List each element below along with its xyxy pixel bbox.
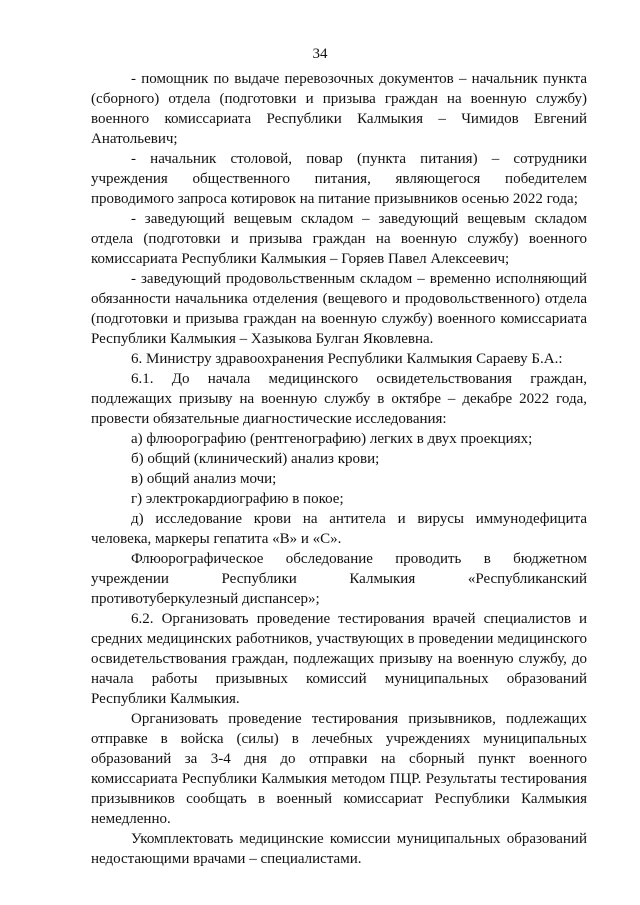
paragraph-health-minister: 6. Министру здравоохранения Республики Калмыкия Сараеву Б.А.: [131,351,563,367]
paragraph-item-6-1: 6.1. До начала медицинского освидетельствования граждан, подлежащих призыву на военную службу в октябре – декабре 2022 года, провести обязательные диагностические исследования: [91,371,587,427]
paragraph-pcr-testing: Организовать проведение тестирования призывников, подлежащих отправке в войска (силы) в лечебных учреждениях муниципальных образований за 3-4 дня до отправки на сборный пункт военного комиссариата Республики Калмыкия методом ПЦР. Результаты тестирования призывников сообщать в военный комиссариат Республики Калмыкия немедленно. [91,711,587,827]
paragraph-fluorography-location: Флюорографическое обследование проводить в бюджетном учреждении Республики Калмыкия «Республиканский противотуберкулезный диспансер»; [91,551,587,607]
page-number: 34 [312,46,328,62]
paragraph-assistant-documents: - помощник по выдаче перевозочных документов – начальник пункта (сборного) отдела (подготовки и призыва граждан на военную службу) военного комиссариата Республики Калмыкия – Чимидов Евгений Анатольевич; [91,71,587,147]
document-body [91,69,587,869]
paragraph-food-warehouse: - заведующий продовольственным складом – временно исполняющий обязанности начальника отделения (вещевого и продовольственного) отдела (подготовки и призыва граждан на военную службу) военного комиссариата Республики Калмыкия – Хазыкова Булган Яковлевна. [91,271,587,347]
paragraph-staffing: Укомплектовать медицинские комиссии муниципальных образований недостающими врачами – специалистами. [91,831,587,867]
list-item-ecg: г) электрокардиографию в покое; [131,491,344,507]
list-item-urine-test: в) общий анализ мочи; [131,471,277,487]
list-item-blood-test: б) общий (клинический) анализ крови; [131,451,380,467]
paragraph-clothing-warehouse: - заведующий вещевым складом – заведующий вещевым складом отдела (подготовки и призыва граждан на военную службу) военного комиссариата Республики Калмыкия – Горяев Павел Алексеевич; [91,211,587,267]
paragraph-canteen-chief: - начальник столовой, повар (пункта питания) – сотрудники учреждения общественного питания, являющегося победителем проводимого запроса котировок на питание призывников осенью 2022 года; [91,151,587,207]
paragraph-item-6-2: 6.2. Организовать проведение тестирования врачей специалистов и средних медицинских работников, участвующих в проведении медицинского освидетельствования граждан, подлежащих призыву на военную службу, до начала работы призывных комиссий муниципальных образований Республики Калмыкия. [91,611,587,707]
list-item-hiv-hepatitis: д) исследование крови на антитела и вирусы иммунодефицита человека, маркеры гепатита «В» и «С». [91,511,587,547]
list-item-fluorography: а) флюорографию (рентгенографию) легких в двух проекциях; [131,431,533,447]
